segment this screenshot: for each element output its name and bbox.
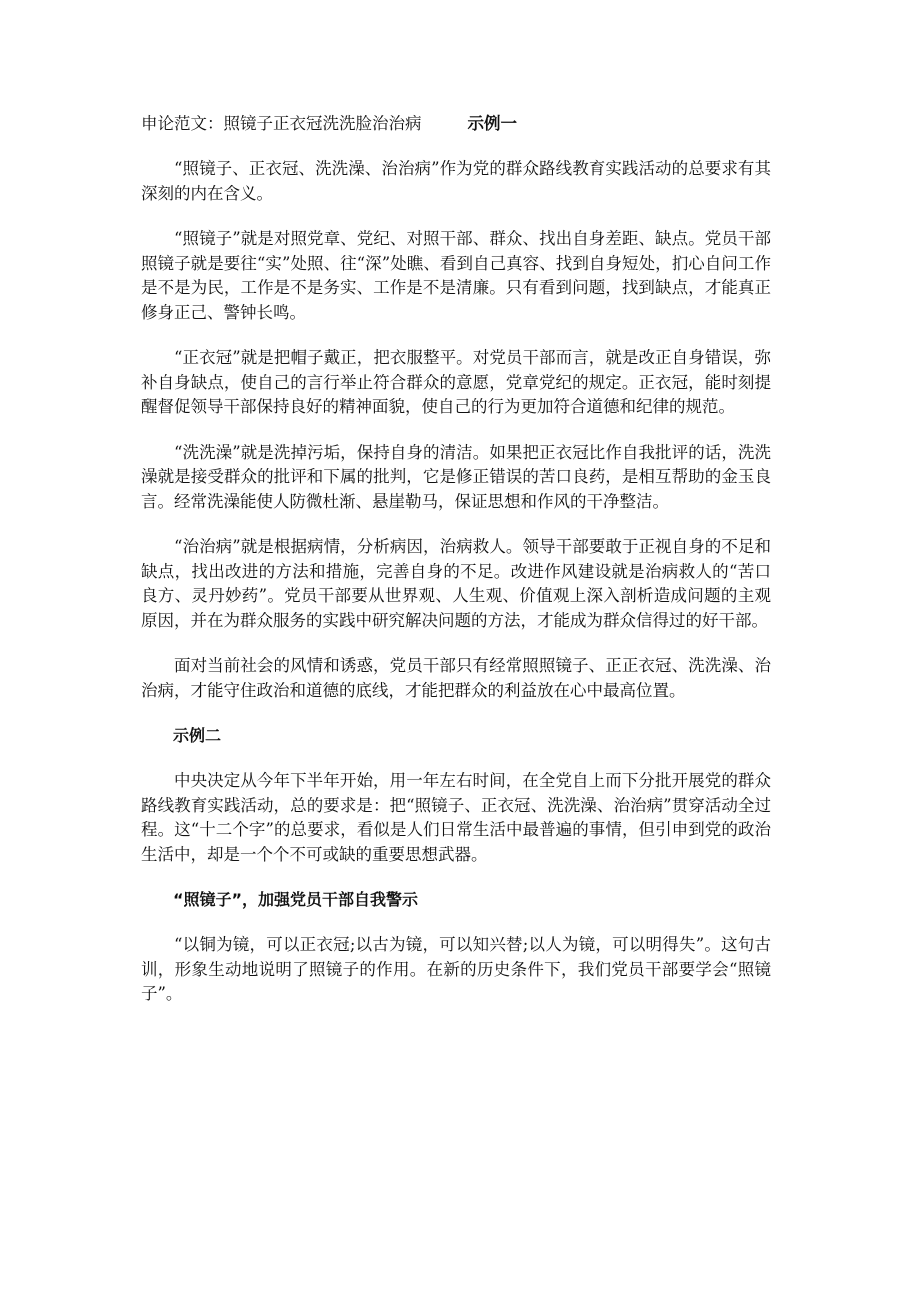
- paragraph-attire: “正衣冠”就是把帽子戴正，把衣服整平。对党员干部而言，就是改正自身错误，弥补自身缺点，使自己的言行举止符合群众的意愿，党章党纪的规定。正衣冠，能时刻提醒督促领导干部保持良好的精神面貌，使自己的行为更加符合道德和纪律的规范。: [141, 348, 771, 416]
- paragraph-mirror: “照镜子”就是对照党章、党纪、对照干部、群众、找出自身差距、缺点。党员干部照镜子就是要往“实”处照、往“深”处瞧、看到自己真容、找到自身短处，扪心自问工作是不是为民，工作是不是务实、工作是不是清廉。只有看到问题，找到缺点，才能真正修身正己、警钟长鸣。: [141, 229, 771, 322]
- paragraph-cure: “治治病”就是根据病情，分析病因，治病救人。领导干部要敢于正视自身的不足和缺点，找出改进的方法和措施，完善自身的不足。改进作风建设就是治病救人的“苦口良方、灵丹妙药”。党员干部要从世界观、人生观、价值观上深入剖析造成问题的主观原因，并在为群众服务的实践中研究解决问题的方法，才能成为群众信得过的好干部。: [141, 537, 771, 630]
- paragraph-conclusion: 面对当前社会的风情和诱惑，党员干部只有经常照照镜子、正正衣冠、洗洗澡、治治病，才能守住政治和道德的底线，才能把群众的利益放在心中最高位置。: [141, 656, 771, 700]
- document-title-line: [141, 112, 771, 136]
- example-one-label: 示例一: [467, 114, 517, 133]
- paragraph-example-two: 中央决定从今年下半年开始，用一年左右时间，在全党自上而下分批开展党的群众路线教育实践活动，总的要求是：把“照镜子、正衣冠、洗洗澡、治治病”贯穿活动全过程。这“十二个字”的总要求，看似是人们日常生活中最普遍的事情，但引申到党的政治生活中，却是一个个不可或缺的重要思想武器。: [141, 771, 771, 864]
- document-page: [141, 112, 771, 1028]
- document-title: 申论范文：照镜子正衣冠洗洗脸治治病: [141, 114, 422, 133]
- section-heading: “照镜子”，加强党员干部自我警示: [173, 890, 419, 909]
- paragraph-final: “以铜为镜，可以正衣冠;以古为镜，可以知兴替;以人为镜，可以明得失”。这句古训，形象生动地说明了照镜子的作用。在新的历史条件下，我们党员干部要学会“照镜子”。: [141, 935, 771, 1003]
- example-two-label: 示例二: [173, 726, 222, 745]
- paragraph-intro: “照镜子、正衣冠、洗洗澡、治治病”作为党的群众路线教育实践活动的总要求有其深刻的内在含义。: [141, 159, 771, 203]
- paragraph-bath: “洗洗澡”就是洗掉污垢，保持自身的清洁。如果把正衣冠比作自我批评的话，洗洗澡就是接受群众的批评和下属的批判，它是修正错误的苦口良药，是相互帮助的金玉良言。经常洗澡能使人防微杜渐、悬崖勒马，保证思想和作风的干净整洁。: [141, 442, 771, 511]
